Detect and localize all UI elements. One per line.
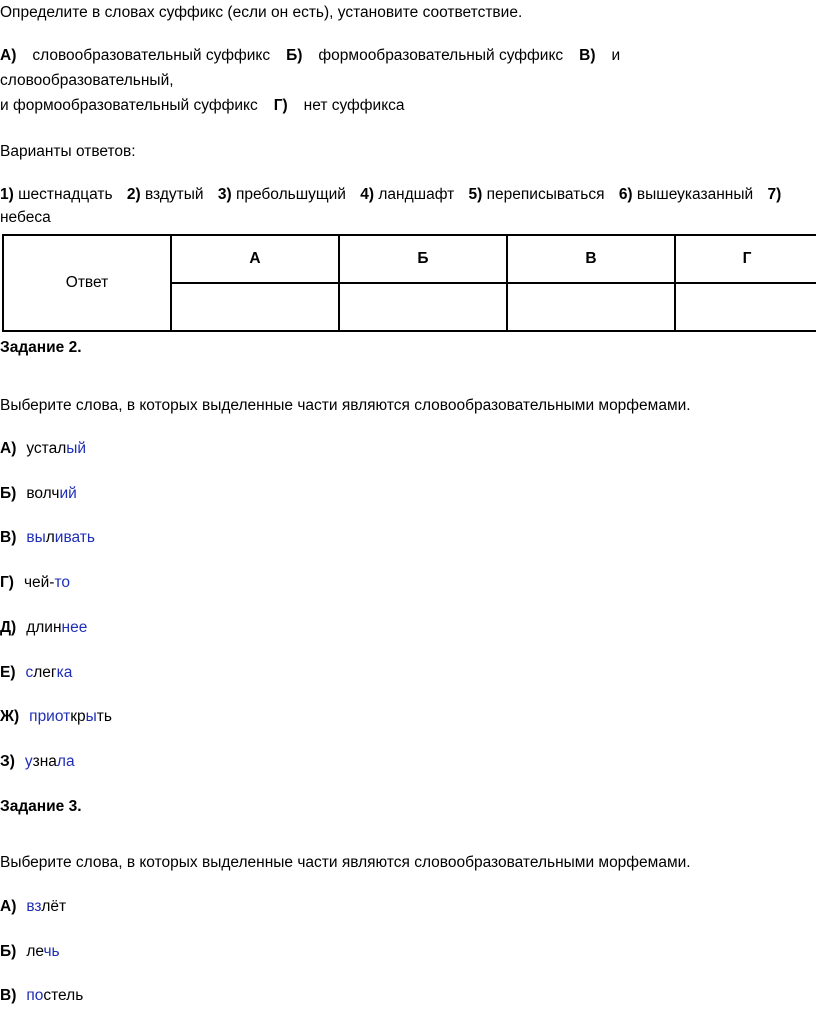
word-item: переписываться	[486, 186, 605, 203]
highlighted-morpheme: по	[26, 987, 44, 1004]
highlighted-morpheme: приот	[29, 708, 71, 726]
word-num: 7)	[767, 186, 782, 203]
answer-header-a: А	[171, 235, 339, 283]
word-part: чей-	[23, 574, 55, 592]
task2-title: Задание 2.	[0, 339, 82, 356]
answer-cell-b[interactable]	[339, 283, 507, 331]
word-part: лёт	[41, 898, 67, 915]
word-part: ле	[26, 942, 44, 960]
item-letter: Ж)	[0, 708, 20, 726]
item-letter: А)	[0, 440, 17, 457]
task1-instruction: Определите в словах суффикс (если он есть), установите соответствие.	[0, 4, 523, 21]
item-letter: В)	[0, 529, 17, 547]
word-part: ть	[96, 708, 112, 726]
highlighted-morpheme: ка	[56, 663, 73, 681]
word-num: 5)	[468, 186, 483, 203]
word-list-line1	[0, 184, 781, 206]
option-a-text: словообразовательный суффикс	[32, 47, 271, 64]
highlighted-morpheme: ы	[85, 708, 97, 726]
morpheme-item	[0, 706, 112, 728]
answer-cell-v[interactable]	[507, 283, 675, 331]
item-letter: А)	[0, 898, 17, 915]
task1-options-line2: словообразовательный,	[0, 72, 174, 89]
word-part: волч	[26, 484, 60, 502]
morpheme-item	[0, 483, 77, 505]
item-word	[26, 664, 73, 681]
item-letter: З)	[0, 752, 15, 770]
item-letter: Б)	[0, 484, 17, 502]
item-word	[26, 898, 66, 915]
task3-title: Задание 3.	[0, 798, 82, 815]
word-part: л	[45, 529, 55, 547]
option-b-letter: Б)	[286, 47, 303, 64]
variants-label: Варианты ответов:	[0, 143, 136, 160]
item-word	[29, 708, 112, 725]
morpheme-item	[0, 985, 83, 1007]
word-item: вздутый	[145, 186, 204, 203]
word-num: 2)	[126, 186, 141, 203]
highlighted-morpheme: ый	[66, 440, 87, 457]
answer-header-g: Г	[675, 235, 816, 283]
word-num: 1)	[0, 186, 14, 203]
item-letter: Г)	[0, 574, 14, 592]
option-v-text-cont: и формообразовательный суффикс	[0, 97, 258, 114]
task1-options-line3	[0, 95, 405, 117]
word-part: кр	[70, 708, 86, 726]
option-v-letter: В)	[579, 47, 596, 64]
morpheme-item	[0, 572, 70, 594]
item-word	[26, 619, 87, 636]
word-item: шестнадцать	[18, 186, 113, 203]
answer-cell-g[interactable]	[675, 283, 816, 331]
word-item: ландшафт	[378, 186, 455, 203]
word-part: зна	[32, 752, 57, 770]
highlighted-morpheme: с	[25, 663, 34, 681]
option-g-letter: Г)	[273, 97, 288, 114]
highlighted-morpheme: вы	[26, 529, 46, 547]
item-letter: Д)	[0, 618, 17, 636]
highlighted-morpheme: ивать	[54, 529, 95, 547]
highlighted-morpheme: вз	[26, 898, 42, 915]
word-num: 3)	[217, 186, 232, 203]
word-item: вышеуказанный	[636, 186, 754, 203]
item-word	[26, 529, 95, 546]
task1-options-line1	[0, 45, 620, 67]
option-a-letter: А)	[0, 47, 17, 64]
morpheme-item	[0, 751, 75, 773]
highlighted-morpheme: чь	[43, 942, 60, 960]
word-item: пребольшущий	[235, 186, 346, 203]
task2-instruction: Выберите слова, в которых выделенные части являются словообразовательными морфемами.	[0, 397, 691, 414]
word-list-line2	[0, 207, 51, 229]
item-letter: Е)	[0, 663, 16, 681]
answer-table	[2, 234, 816, 332]
word-item: небеса	[0, 209, 51, 226]
word-num: 6)	[618, 186, 633, 203]
task3-instruction: Выберите слова, в которых выделенные части являются словообразовательными морфемами.	[0, 854, 691, 871]
morpheme-item	[0, 941, 60, 963]
morpheme-item	[0, 438, 86, 460]
highlighted-morpheme: ий	[59, 484, 77, 502]
item-word	[26, 987, 83, 1004]
morpheme-item	[0, 527, 95, 549]
morpheme-item	[0, 617, 87, 639]
item-word	[26, 440, 86, 457]
answer-header-b: Б	[339, 235, 507, 283]
word-num: 4)	[360, 186, 375, 203]
item-letter: В)	[0, 987, 17, 1004]
answer-header-v: В	[507, 235, 675, 283]
item-letter: Б)	[0, 942, 17, 960]
word-part: лег	[33, 663, 57, 681]
morpheme-item	[0, 662, 72, 684]
word-part: устал	[26, 440, 67, 457]
highlighted-morpheme: у	[24, 752, 33, 770]
highlighted-morpheme: нее	[61, 618, 88, 636]
option-v-text: и	[611, 47, 621, 64]
word-part: длин	[26, 618, 62, 636]
word-part: стель	[43, 987, 84, 1004]
item-word	[24, 574, 70, 591]
item-word	[26, 943, 59, 960]
option-g-text: нет суффикса	[303, 97, 405, 114]
item-word	[26, 485, 76, 502]
morpheme-item	[0, 896, 66, 918]
answer-cell-a[interactable]	[171, 283, 339, 331]
answer-row-label: Ответ	[3, 235, 171, 331]
option-b-text: формообразовательный суффикс	[318, 47, 564, 64]
item-word	[25, 753, 75, 770]
highlighted-morpheme: ла	[56, 752, 75, 770]
highlighted-morpheme: то	[54, 574, 71, 592]
